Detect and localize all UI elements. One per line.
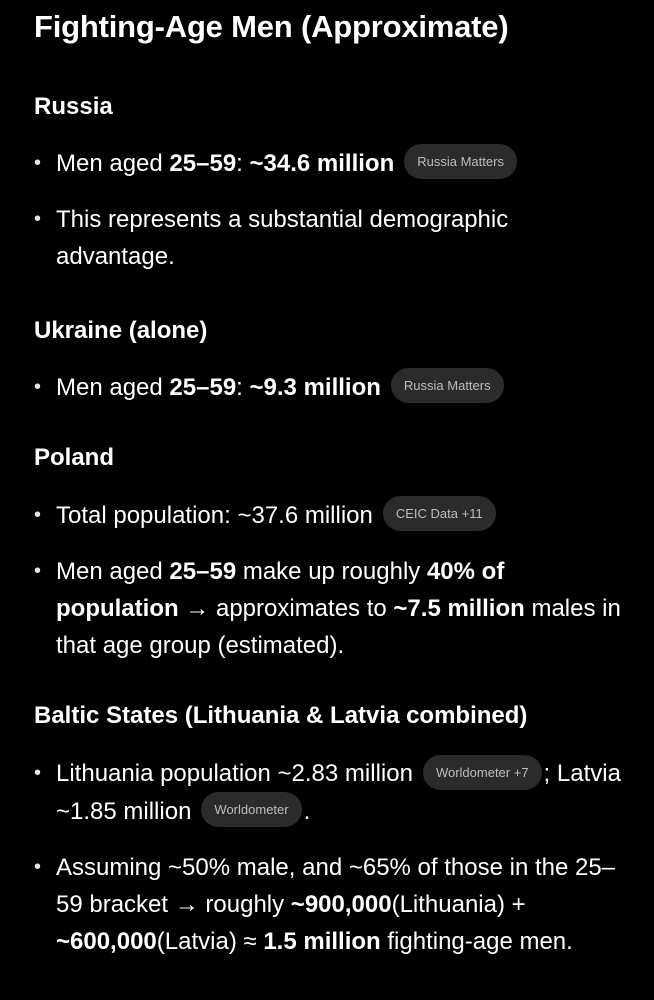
source-chip-worldometer[interactable]: Worldometer [201,792,301,827]
source-chip-russia-matters[interactable]: Russia Matters [391,368,504,403]
bullet-text: Men aged [56,558,170,586]
bullet-text: Assuming ~50% male, and ~65% of those in the 25–59 bracket → roughly [56,853,616,918]
list-item [34,145,630,182]
bullet-text: Men aged [56,150,170,177]
bullet-text: (Lithuania) + [391,890,526,918]
section-heading-poland: Poland [34,444,115,472]
bullet-bold-value: ~9.3 million [249,374,381,402]
bullet-bold-lithuania: ~900,000 [290,890,392,918]
bullet-text: . [303,797,311,825]
bullet-text: (Latvia) ≈ [156,927,264,955]
source-chip-ceic-data[interactable]: CEIC Data +11 [383,496,496,531]
section-heading-russia: Russia [34,93,113,120]
list-item [34,755,630,829]
bullet-text: → approximates to [178,595,394,623]
ukraine-bullet-list [34,369,630,406]
bullet-bold-share: 40% of population [56,558,505,623]
poland-bullet-list [34,497,630,664]
bullet-text: Lithuania population ~2.83 million [56,760,413,788]
bullet-bold-age: 25–59 [169,374,237,402]
bullet-text: : [236,374,250,402]
bullet-text: Total population: ~37.6 million [56,502,373,530]
bullet-bold-age: 25–59 [169,150,237,177]
bullet-bold-value: ~7.5 million [393,595,525,623]
baltic-bullet-list [34,755,630,959]
list-item [34,201,630,275]
bullet-text: make up roughly [236,558,427,586]
bullet-text: males in that age group (estimated). [56,595,621,660]
bullet-text: Men aged [56,374,170,402]
bullet-text: fighting-age men. [380,927,573,955]
bullet-bold-total: 1.5 million [263,927,381,955]
section-heading-ukraine: Ukraine (alone) [34,317,208,345]
source-chip-worldometer-plus[interactable]: Worldometer +7 [423,755,542,790]
bullet-text: This represents a substantial demographic advantage. [56,206,509,271]
list-item [34,369,630,406]
bullet-bold-latvia: ~600,000 [56,927,157,955]
source-chip-russia-matters[interactable]: Russia Matters [404,144,517,179]
bullet-text: ; Latvia ~1.85 million [56,760,621,825]
list-item [34,497,630,534]
list-item [34,849,630,960]
russia-bullet-list [34,145,630,275]
bullet-text: : [236,150,250,177]
section-heading-baltic: Baltic States (Lithuania & Latvia combined) [34,702,528,730]
list-item [34,553,630,664]
page-title: Fighting-Age Men (Approximate) [34,9,509,44]
bullet-bold-age: 25–59 [169,558,237,586]
bullet-bold-value: ~34.6 million [249,150,395,177]
